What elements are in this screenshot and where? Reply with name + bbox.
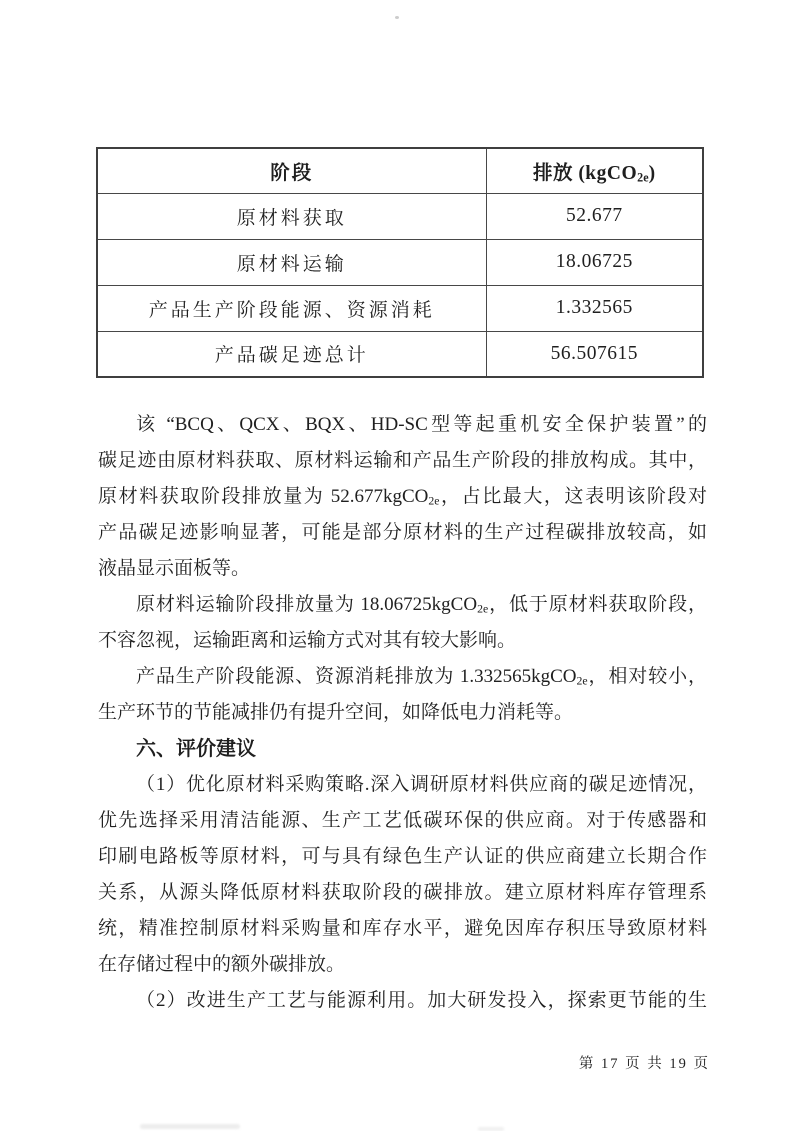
paragraph-line: 碳足迹由原材料获取、原材料运输和产品生产阶段的排放构成。其中， xyxy=(98,450,707,471)
paragraph-line: 关系，从源头降低原材料获取阶段的碳排放。建立原材料库存管理系 xyxy=(98,882,707,903)
line-text: ，占比最大，这表明该阶段对 xyxy=(439,486,707,507)
line-text: ，低于原材料获取阶段， xyxy=(488,594,707,615)
co2e-subscript: 2e xyxy=(428,494,440,508)
paragraph-line: 不容忽视，运输距离和运输方式对其有较大影响。 xyxy=(98,630,517,651)
table-row xyxy=(97,193,703,239)
paragraph-line: 生产环节的节能减排仍有提升空间，如降低电力消耗等。 xyxy=(98,702,574,723)
co2e-subscript: 2e xyxy=(576,674,588,688)
line-text: 原材料运输阶段排放量为 18.06725kgCO xyxy=(136,594,478,615)
paragraph-line xyxy=(98,587,707,623)
paragraph-line: 在存储过程中的额外碳排放。 xyxy=(98,954,346,975)
value-cell: 56.507615 xyxy=(486,331,703,377)
stage-cell: 原材料获取 xyxy=(97,193,486,239)
line-text: ，相对较小， xyxy=(587,666,707,687)
body-text xyxy=(98,407,707,1019)
stage-cell: 产品碳足迹总计 xyxy=(97,331,486,377)
value-cell: 52.677 xyxy=(486,193,703,239)
line-text: 原材料获取阶段排放量为 52.677kgCO xyxy=(98,486,429,507)
table-row xyxy=(97,331,703,377)
table-header-stage-label: 阶段 xyxy=(270,162,314,184)
table-header-stage xyxy=(97,148,486,193)
table-header-emission-label xyxy=(533,163,656,184)
emission-table xyxy=(96,147,704,378)
value-cell: 18.06725 xyxy=(486,239,703,285)
paragraph-line: （1）优化原材料采购策略.深入调研原材料供应商的碳足迹情况， xyxy=(136,774,707,795)
paragraph-line: 优先选择采用清洁能源、生产工艺低碳环保的供应商。对于传感器和 xyxy=(98,810,707,831)
section-heading-evaluation-suggestions: 六、评价建议 xyxy=(136,738,256,760)
paragraph-line xyxy=(98,479,707,515)
stage-cell: 产品生产阶段能源、资源消耗 xyxy=(97,285,486,331)
paragraph-line: 该 “BCQ、QCX、BQX、HD-SC型等起重机安全保护装置”的 xyxy=(136,414,707,435)
value-cell: 1.332565 xyxy=(486,285,703,331)
emission-unit-pre: 排放 (kgCO xyxy=(532,162,638,184)
line-text: 产品生产阶段能源、资源消耗排放为 1.332565kgCO xyxy=(136,666,577,687)
co2e-subscript: 2e xyxy=(477,602,489,616)
page-number-footer: 第 17 页 共 19 页 xyxy=(578,1056,710,1072)
table-row xyxy=(97,239,703,285)
scan-smudge xyxy=(140,1124,240,1129)
emission-unit-sub: 2e xyxy=(637,170,649,185)
paragraph-line: 液晶显示面板等。 xyxy=(98,558,251,579)
scan-smudge xyxy=(478,1127,504,1131)
paragraph-line: （2）改进生产工艺与能源利用。加大研发投入，探索更节能的生 xyxy=(136,990,707,1011)
paragraph-line xyxy=(98,659,707,695)
paragraph-line: 产品碳足迹影响显著，可能是部分原材料的生产过程碳排放较高，如 xyxy=(98,522,707,543)
scan-speck xyxy=(395,16,399,19)
paragraph-line: 印刷电路板等原材料，可与具有绿色生产认证的供应商建立长期合作 xyxy=(98,846,707,867)
emission-unit-post: ) xyxy=(648,162,656,184)
table-row xyxy=(97,285,703,331)
table-header-row xyxy=(97,148,703,193)
paragraph-line: 统，精准控制原材料采购量和库存水平，避免因库存积压导致原材料 xyxy=(98,918,707,939)
table-header-emission xyxy=(486,148,703,193)
stage-cell: 原材料运输 xyxy=(97,239,486,285)
